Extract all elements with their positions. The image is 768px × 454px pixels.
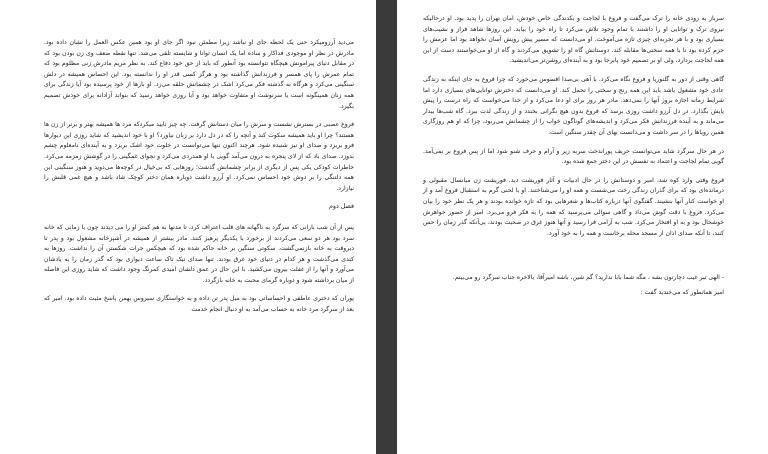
left-paragraph-1: می‌دید آرزومیکرد حتی یک لحظه جای او نباشد زیرا مطمئن نبود اگر جای او بود همین عکس العمل را نشان داده بود. مادرش در نظر او موجودی فداکار و ساده اما یک انسان توانا و شایسته تلقی می‌شد. تنها نقطه ضعف وی زن بودن بود که در مقابل دنیای پیرامونش هیچگاه نتوانسته بود آنطور که باید از حق خود دفاع کند. به نظر مریم مادرش زنی مظلوم بود که تمام عمرش را پای همسر و فرزندانش گذاشته بود و هرگز کسی قدر او را ندانسته بود. این احساس همیشه در دلش سنگینی می‌کرد و هرگاه به گذشته فکر می‌کرد اشک در چشمانش حلقه می‌زد. او بارها از خود پرسیده بود آیا زندگی برای همه زنان همینگونه است یا سرنوشت او متفاوت خواهد بود و آیا روزی خواهد رسید که بتواند آزادانه برای خودش تصمیم بگیرد. (44, 39, 354, 110)
right-paragraph-3: در هر حال سرگرد شاید می‌توانست حریف پوراندخت سربه زیر و آرام و حرف شنو شود اما از پس فروغ بر نمی‌آمد. گویی تمام لجاجت و اعتماد به نفسش در این دختر جمع شده بود. (423, 147, 724, 166)
left-paragraph-4: پوران که دختری عاطفی و احساساتی بود به میل پدر تن داده و به خواستگاری سیروس بهمن پاسخ مثبت داده بود. امیر که بعد از سرگرد مرد خانه به حساب می‌آمد به او دنبال انجام خدمت (44, 295, 354, 314)
dialogue-line-1: - الهی تیر غیب دچارتون بشه ، مگه شما بابا ندارید؟ گم شین، باشه امیرآقا، بالاخره جناب سرگرد رو می‌بینم. (452, 274, 724, 282)
chapter-heading: فصل دوم (329, 203, 354, 211)
right-page (397, 0, 768, 454)
right-paragraph-4: فروغ وقتی وارد کوه شد، امیر و دوستانش را در حال ادبیات و آثار فوریشت دید. فوریشت زن میانسال مقبولی و درمانده‌ای بود که برای گذران زندگی رخت می‌شست و همه او را می‌شناختند. او با لحنی گرم به استقبال فروغ آمد و از او خواست کنار آنها بنشیند. گفتگوی آنها درباره کتاب‌ها و شعرهایی بود که تازه خوانده بودند و هر یک نظر خود را بیان می‌کرد. فروغ با دقت گوش می‌داد و گاهی سوالی می‌پرسید که همه را به فکر فرو می‌برد. امیر از حضور خواهرش خوشحال بود و به او افتخار می‌کرد. شب به آرامی فرا رسید و آنها هنوز غرق در صحبت بودند، بی‌آنکه گذر زمان را حس کنند، تا آنکه صدای اذان از مسجد محله برخاست و همه را به خود آورد. (423, 176, 724, 237)
left-paragraph-2: فروغ عصبی در بسترش نشست و سرش را میان دستانش گرفت. چه چیز تایید میکردکه مرد ها همیشه بهتر و برتر از زن ها هستند؟ چرا او باید همیشه سکوت کند و آنچه را که در دل دارد بر زبان نیاورد؟ او با خود اندیشید که شاید روزی این دیوارها فرو بریزد و صدای او نیز شنیده شود. هرچند اکنون تنها می‌توانست در خلوت خود اشک بریزد و به آینده‌ای نامعلوم چشم بدوزد. صدای باد که از لای پنجره به درون می‌آمد گویی با او همدردی می‌کرد و نجوای غمگینی را در گوشش زمزمه می‌کرد. خاطرات کودکی یکی پس از دیگری از برابر چشمانش گذشت؛ روزهایی که بی‌خیال در کوچه‌ها می‌دوید و هنوز سنگینی این همه دلتنگی را بر دوش خود احساس نمی‌کرد. او آرزو داشت دوباره همان دختر کوچک شاد باشد و هیچ غمی قلبش را نیازارد. (44, 121, 354, 192)
right-paragraph-2: گاهی وقتی از دور به گلنوریا و فروغ نگاه می‌کرد. با آهی بی‌صدا افسوس می‌خورد که چرا فروغ به جای اینکه به زندگی عادی خود مشغول باشد باید این همه رنج و سختی را تحمل کند. او می‌دانست که دخترش توانایی‌های بسیاری دارد اما شرایط زمانه اجازه بروز آنها را نمی‌دهد. مادر هر روز برای او دعا می‌کرد و از خدا می‌خواست که راه درست را پیش پایش بگذارد. در دل آرزو داشت روزی برسد که فروغ بدون هیچ نگرانی بخندد و از زندگی لذت ببرد. گاه شب‌ها بیدار می‌ماند و به آینده فرزندانش فکر می‌کرد و اندیشه‌های گوناگون خواب را از چشمانش می‌ربود، چرا که او هم روزگاری همین رویاها را در سر داشت و می‌دانست بهای آن چقدر سنگین است. (423, 75, 724, 136)
section-gap (423, 247, 724, 273)
page-divider (376, 0, 397, 454)
right-paragraph-1: سرباز به زودی خانه را ترک می‌گفت و فروغ با لجاجت و یکدندگی خاص خودش، امان تهران را پدید بود. او درحالیکه نیروی ترک و توانایی او را داشتند با تمام وجود تلاش می‌کرد تا راه خود را بیابد. این روزها شاهد فراز و نشیب‌های بسیاری بود و با هر تجربه‌ای چیزی تازه می‌آموخت. او می‌دانست که مسیر پیش رویش آسان نخواهد بود اما عزمش را جزم کرده بود تا با همه سختی‌ها مقابله کند. دوستانش گاه او را تشویق می‌کردند و گاه از او می‌خواستند دست از این همه لجاجت بردارد، ولی او بر تصمیم خود پابرجا بود و به آینده‌ای روشن‌تر می‌اندیشید. (423, 15, 724, 65)
dialogue-line-2: امیر همانطور که می‌خندید گفت : (640, 288, 724, 296)
left-paragraph-3: پس از آن شب بارانی که سرگرد به ناگهانه های قلب اعتراف کرد، تا مدتها به هم کمتر او را می دیدند چون با زمانی که خانه سرد بود هر دو سعی می‌کردند از برخورد با یکدیگر پرهیز کنند. مادر بیشتر از همیشه در آشپزخانه مشغول بود و پدر تا دیروقت به خانه بازنمی‌گشت. سکوتی سنگین بر خانه حاکم شده بود که هیچکس جرات شکستن آن را نداشت. روزها به کندی می‌گذشت و هر کدام در دنیای خود غرق بودند. تنها صدای تیک تاک ساعت دیواری بود که گذر زمان را به یادشان می‌آورد و آنها را از غفلت بیرون می‌کشید. با این حال در عمق دلشان امیدی کمرنگ وجود داشت که شاید روزی این فاصله از میان برداشته شود و دوباره گرمای محبت به خانه بازگردد. (44, 223, 354, 284)
left-page (0, 0, 376, 454)
